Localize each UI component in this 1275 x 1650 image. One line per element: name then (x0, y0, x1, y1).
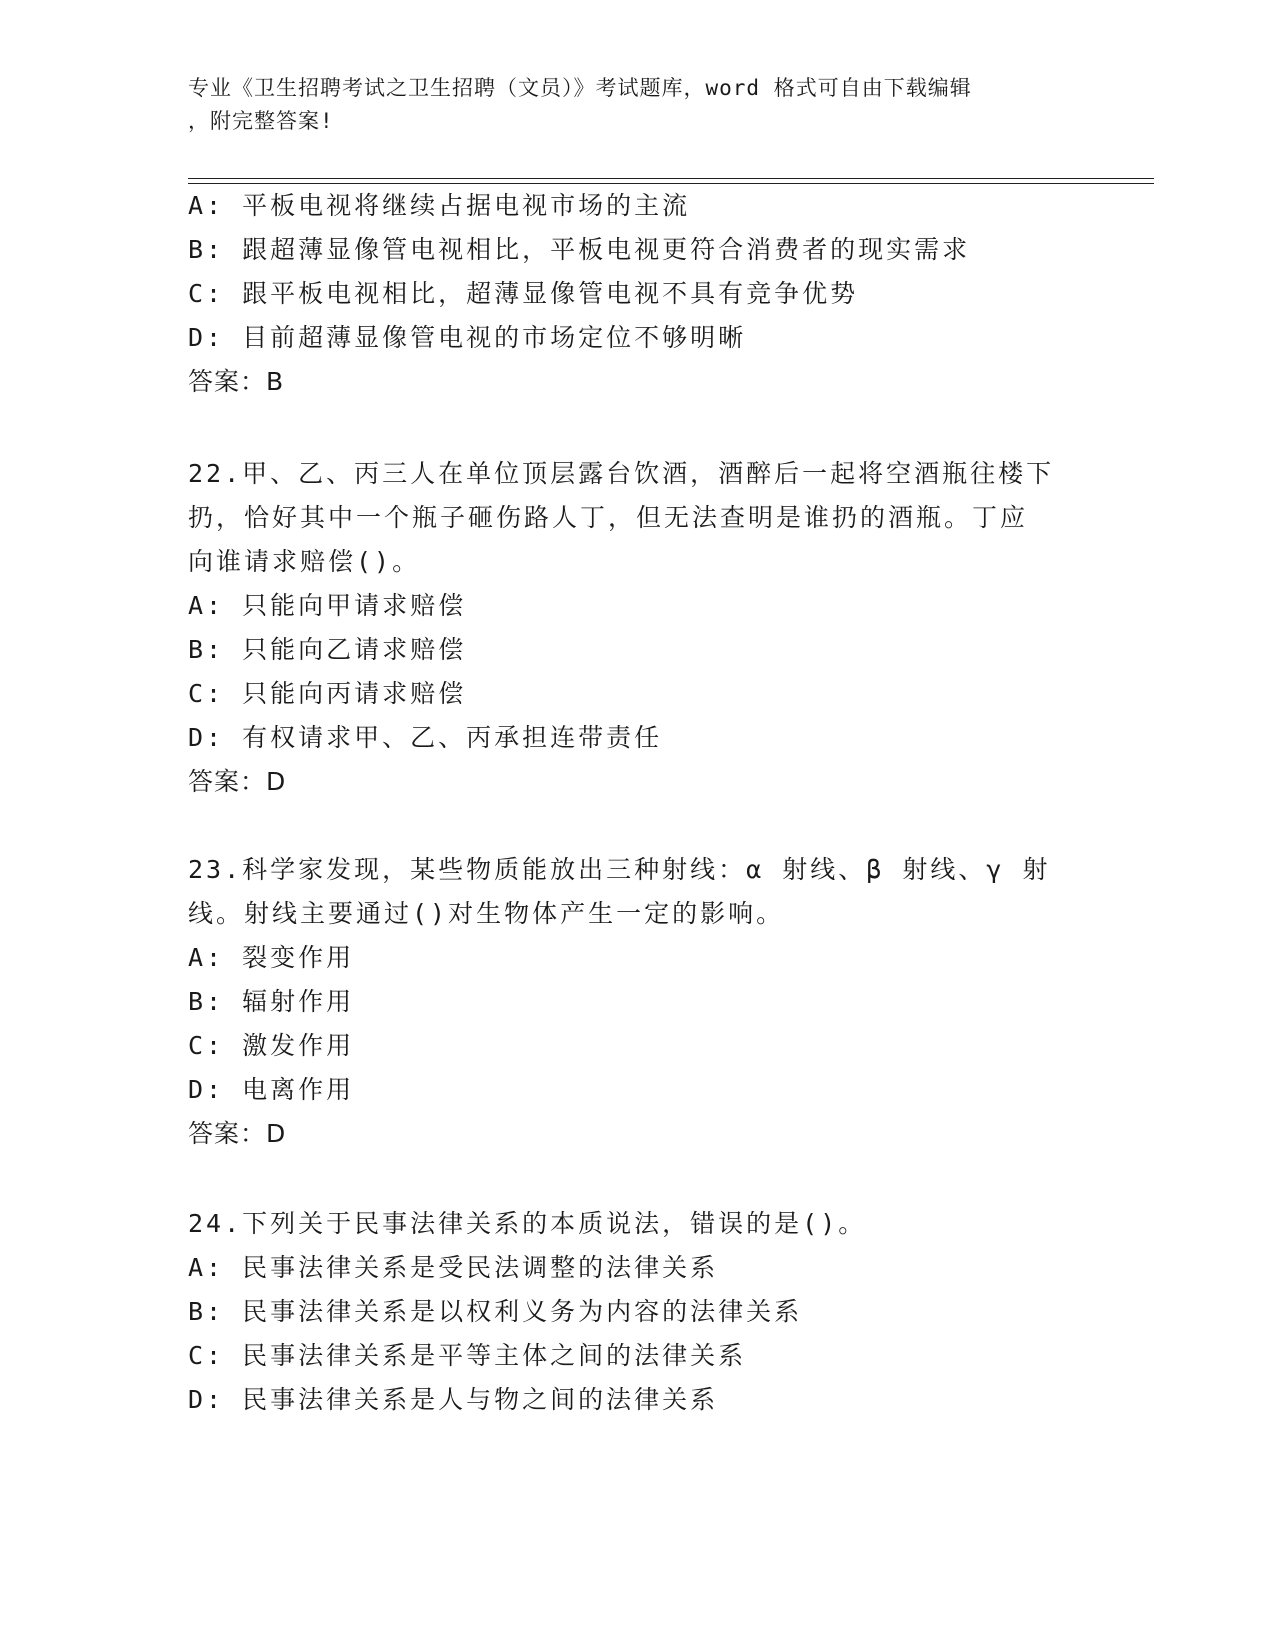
header-line-1: 专业《卫生招聘考试之卫生招聘（文员）》考试题库，word 格式可自由下载编辑 (188, 76, 972, 100)
q22-stem-line-3: 向谁请求赔偿()。 (188, 547, 421, 576)
q23-option-a: A: 裂变作用 (188, 943, 355, 972)
q24-option-b: B: 民事法律关系是以权利义务为内容的法律关系 (188, 1297, 803, 1326)
q22-stem-line-1: 22.甲、乙、丙三人在单位顶层露台饮酒，酒醉后一起将空酒瓶往楼下 (188, 459, 1055, 488)
q21-option-c: C: 跟平板电视相比，超薄显像管电视不具有竞争优势 (188, 279, 859, 308)
header-divider-bottom (188, 183, 1154, 184)
q21-option-a: A: 平板电视将继续占据电视市场的主流 (188, 191, 691, 220)
q22-option-d: D: 有权请求甲、乙、丙承担连带责任 (188, 723, 663, 752)
q23-answer: 答案：D (188, 1119, 287, 1148)
q23-option-b: B: 辐射作用 (188, 987, 355, 1016)
header-divider-top (188, 178, 1154, 179)
document-header (188, 72, 1088, 138)
q24-stem-line-1: 24.下列关于民事法律关系的本质说法，错误的是()。 (188, 1209, 867, 1238)
q22-option-b: B: 只能向乙请求赔偿 (188, 635, 467, 664)
header-line-2: ，附完整答案! (188, 109, 334, 133)
q23-option-d: D: 电离作用 (188, 1075, 355, 1104)
q21-answer: 答案：B (188, 367, 285, 396)
q24-option-c: C: 民事法律关系是平等主体之间的法律关系 (188, 1341, 747, 1370)
q23-option-c: C: 激发作用 (188, 1031, 355, 1060)
q22-stem-line-2: 扔，恰好其中一个瓶子砸伤路人丁，但无法查明是谁扔的酒瓶。丁应 (188, 503, 1029, 532)
q21-option-b: B: 跟超薄显像管电视相比，平板电视更符合消费者的现实需求 (188, 235, 971, 264)
q24-option-a: A: 民事法律关系是受民法调整的法律关系 (188, 1253, 719, 1282)
q23-stem-line-2: 线。射线主要通过()对生物体产生一定的影响。 (188, 899, 785, 928)
q22-option-c: C: 只能向丙请求赔偿 (188, 679, 467, 708)
q23-stem-line-1: 23.科学家发现，某些物质能放出三种射线：α 射线、β 射线、γ 射 (188, 855, 1051, 884)
q24-option-d: D: 民事法律关系是人与物之间的法律关系 (188, 1385, 719, 1414)
q21-option-d: D: 目前超薄显像管电视的市场定位不够明晰 (188, 323, 747, 352)
q22-answer: 答案：D (188, 767, 287, 796)
q22-option-a: A: 只能向甲请求赔偿 (188, 591, 467, 620)
